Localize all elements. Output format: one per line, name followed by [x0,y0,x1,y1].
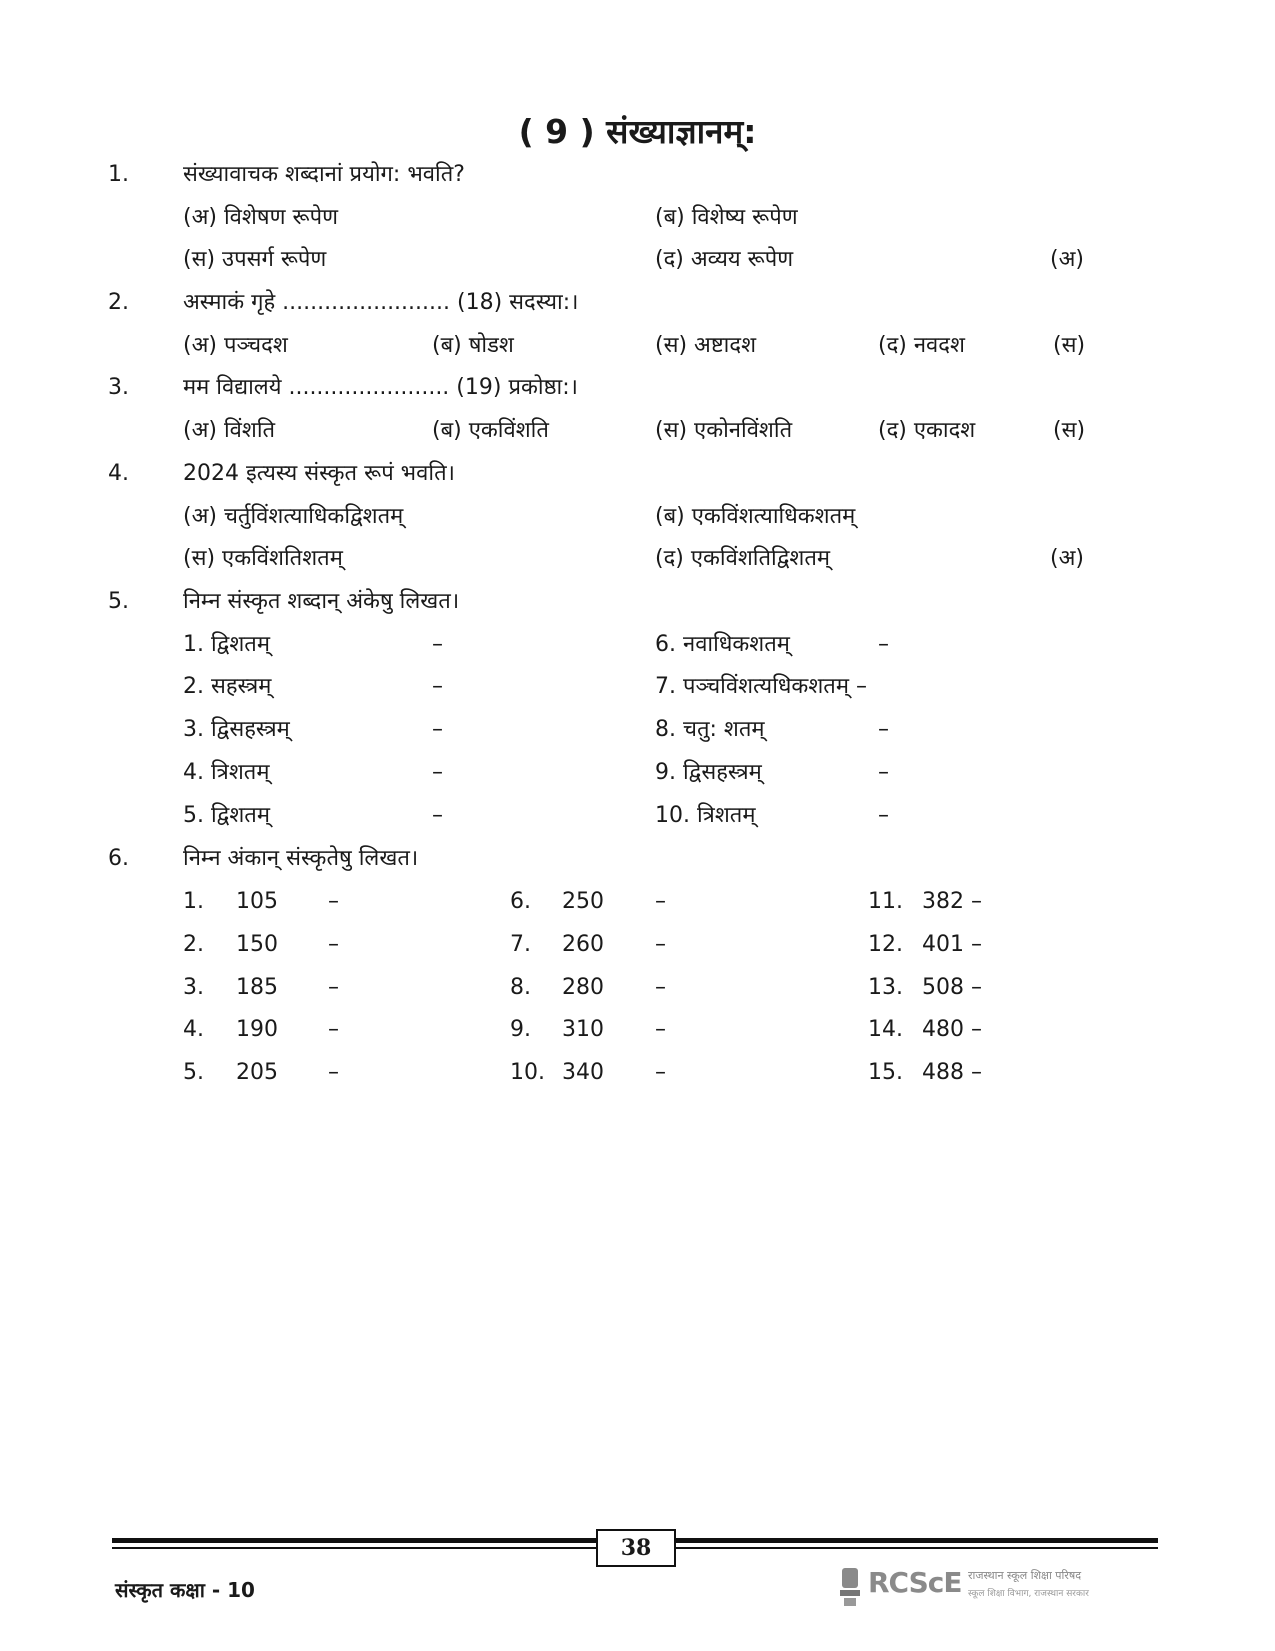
q6-item-dash: – [655,932,666,957]
q6-item-dash: – [328,975,339,1000]
q5-item-dash: – [878,803,889,828]
q6-item-number: 2. [183,932,204,957]
logo-subtitle-2: स्कूल शिक्षा विभाग, राजस्थान सरकार [968,1589,1089,1599]
question-2-option-c: (स) अष्टादश [655,333,757,358]
q6-item-number: 11. [868,889,903,914]
question-1-option-b: (ब) विशेष्य रूपेण [655,205,798,230]
q6-item-dash: – [655,1017,666,1042]
question-1-answer: (अ) [1050,247,1084,272]
question-2-option-d: (द) नवदश [878,333,965,358]
q6-item-value: 250 [562,889,604,914]
logo-text: RCScE [868,1566,962,1599]
q5-item-dash: – [878,632,889,657]
question-6-number: 6. [108,846,129,871]
question-4-option-d: (द) एकविंशतिद्विशतम् [655,546,831,571]
q6-item-number: 5. [183,1060,204,1085]
question-1-option-c: (स) उपसर्ग रूपेण [183,247,327,272]
q6-item-value: 260 [562,932,604,957]
q5-item-label: 9. द्विसहस्त्रम् [655,760,762,785]
question-1-number: 1. [108,162,129,187]
q6-item-dash: – [655,889,666,914]
q6-item-value: 185 [236,975,278,1000]
q6-item-number: 15. [868,1060,903,1085]
q6-item-value: 280 [562,975,604,1000]
q6-item-number: 4. [183,1017,204,1042]
q6-item-value: 488 – [922,1060,982,1085]
q5-item-label: 5. द्विशतम् [183,803,270,828]
q6-item-number: 12. [868,932,903,957]
q6-item-dash: – [328,1060,339,1085]
q6-item-value: 205 [236,1060,278,1085]
q6-item-dash: – [328,932,339,957]
q5-item-dash: – [432,803,443,828]
q5-item-label: 4. त्रिशतम् [183,760,270,785]
q5-item-label: 1. द्विशतम् [183,632,270,657]
question-1-option-d: (द) अव्यय रूपेण [655,247,794,272]
question-2-option-a: (अ) पञ्चदश [183,333,288,358]
q5-item-dash: – [878,717,889,742]
rcsce-logo [838,1560,1118,1616]
question-1-option-a: (अ) विशेषण रूपेण [183,205,338,230]
question-3-option-a: (अ) विंशति [183,418,276,443]
question-3-option-b: (ब) एकविंशति [432,418,549,443]
q6-item-value: 382 – [922,889,982,914]
question-5-number: 5. [108,589,129,614]
question-3-option-c: (स) एकोनविंशति [655,418,793,443]
q5-item-label: 10. त्रिशतम् [655,803,756,828]
q6-item-number: 10. [510,1060,545,1085]
q5-item-dash: – [432,717,443,742]
question-4-option-a: (अ) चर्तुविंशत्याधिकद्विशतम् [183,504,404,529]
question-3-answer: (स) [1053,418,1086,443]
question-4-option-c: (स) एकविंशतिशतम् [183,546,343,571]
question-3-number: 3. [108,375,129,400]
q6-item-dash: – [655,975,666,1000]
q5-item-label: 2. सहस्त्रम् [183,674,272,699]
q5-item-dash: – [432,632,443,657]
q6-item-value: 401 – [922,932,982,957]
q6-item-value: 310 [562,1017,604,1042]
q6-item-number: 13. [868,975,903,1000]
q6-item-number: 14. [868,1017,903,1042]
question-2-option-b: (ब) षोडश [432,333,514,358]
question-6-text: निम्न अंकान् संस्कृतेषु लिखत। [183,846,419,871]
q6-item-number: 9. [510,1017,531,1042]
q6-item-value: 340 [562,1060,604,1085]
q6-item-value: 190 [236,1017,278,1042]
q5-item-dash: – [432,760,443,785]
question-2-answer: (स) [1053,333,1086,358]
q5-item-dash: – [432,674,443,699]
q6-item-number: 1. [183,889,204,914]
q5-item-dash: – [878,760,889,785]
logo-subtitle-1: राजस्थान स्कूल शिक्षा परिषद [968,1569,1082,1582]
question-3-text: मम विद्यालये ....................... (19) प्रकोष्ठा:। [183,375,578,400]
q6-item-number: 8. [510,975,531,1000]
q5-item-label: 7. पञ्चविंशत्यधिकशतम् – [655,674,867,699]
question-3-option-d: (द) एकादश [878,418,976,443]
q5-item-label: 6. नवाधिकशतम् [655,632,790,657]
question-5-text: निम्न संस्कृत शब्दान् अंकेषु लिखत। [183,589,460,614]
q5-item-label: 8. चतु: शतम् [655,717,765,742]
q6-item-value: 480 – [922,1017,982,1042]
emblem-icon [838,1564,862,1610]
question-4-answer: (अ) [1050,546,1084,571]
question-4-text: 2024 इत्यस्य संस्कृत रूपं भवति। [183,461,455,486]
q6-item-number: 6. [510,889,531,914]
q6-item-dash: – [655,1060,666,1085]
q6-item-dash: – [328,1017,339,1042]
question-4-option-b: (ब) एकविंशत्याधिकशतम् [655,504,856,529]
q6-item-value: 508 – [922,975,982,1000]
book-title: संस्कृत कक्षा - 10 [115,1578,255,1602]
page-number: 38 [596,1529,676,1567]
q5-item-label: 3. द्विसहस्त्रम् [183,717,290,742]
question-4-number: 4. [108,461,129,486]
q6-item-value: 105 [236,889,278,914]
q6-item-dash: – [328,889,339,914]
q6-item-number: 7. [510,932,531,957]
question-2-text: अस्माकं गृहे ........................ (18) सदस्या:। [183,290,579,315]
question-2-number: 2. [108,290,129,315]
q6-item-value: 150 [236,932,278,957]
q6-item-number: 3. [183,975,204,1000]
question-1-text: संख्यावाचक शब्दानां प्रयोग: भवति? [183,162,465,187]
page-title: ( 9 ) संख्याज्ञानम्: [518,112,757,151]
